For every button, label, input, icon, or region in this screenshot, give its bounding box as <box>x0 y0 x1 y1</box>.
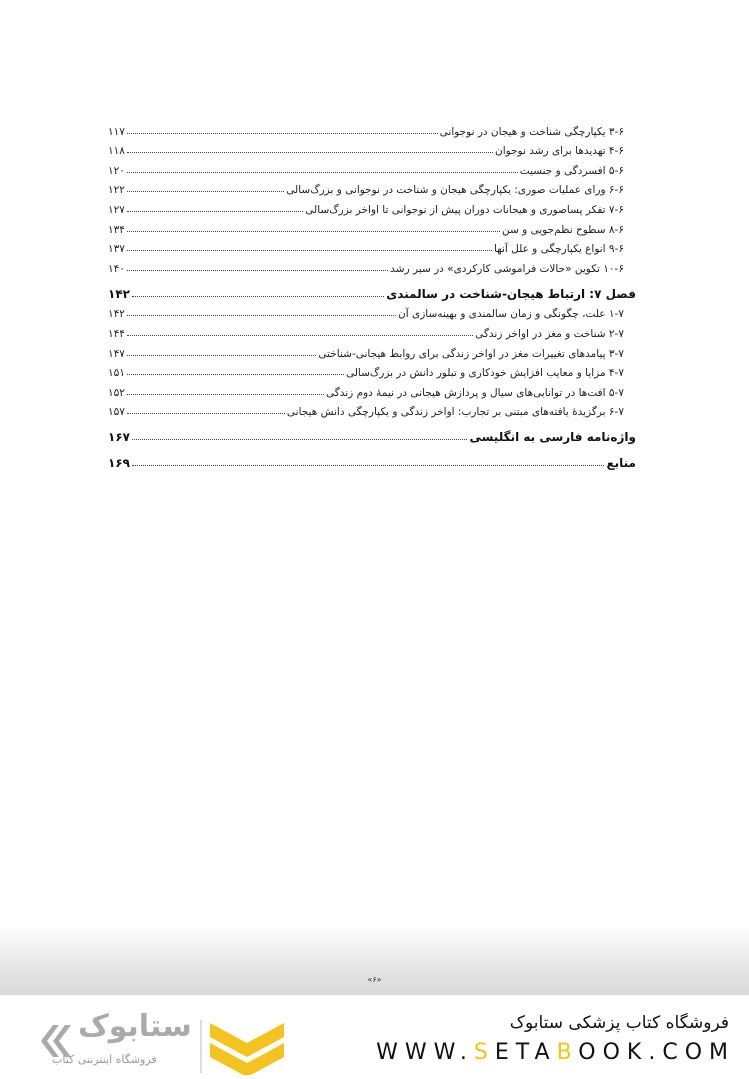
dot-leader <box>127 270 388 271</box>
dot-leader <box>127 172 518 173</box>
toc-entry[interactable] <box>108 196 636 216</box>
dot-leader <box>132 296 384 297</box>
toc-entry[interactable] <box>108 379 636 399</box>
toc-entry-title: ۳-۷ پیامدهای تغییرات مغز در اواخر زندگی برای روابط هیجانی-شناختی <box>318 347 624 360</box>
toc-entry[interactable] <box>108 399 636 419</box>
footer-banner <box>0 995 749 1079</box>
toc-entry-page: ۱۳۷ <box>108 243 125 256</box>
toc-entry[interactable] <box>108 216 636 236</box>
toc-entry-page: ۱۴۰ <box>108 262 125 275</box>
toc-entry-title: ۵-۶ افسردگی و جنسیت <box>519 164 624 177</box>
toc-entry-page: ۱۴۲ <box>108 308 125 321</box>
url-part: WWW. <box>376 1040 474 1065</box>
toc-entry-page: ۱۵۱ <box>108 367 125 380</box>
dot-leader <box>127 374 344 375</box>
toc-entry[interactable] <box>108 448 636 470</box>
toc-entry[interactable] <box>108 360 636 380</box>
toc-entry-title: ۸-۶ سطوح نظم‌جویی و سن <box>501 223 624 236</box>
logo-wordmark: ستابوک <box>78 1009 192 1044</box>
toc-entry-page: ۱۵۲ <box>108 386 125 399</box>
url-part: S <box>473 1040 495 1065</box>
url-part: B <box>556 1040 579 1065</box>
toc-entry-title: ۴-۷ مزایا و معایب افزایش خودکاری و تبلور دانش در بزرگ‌سالی <box>345 367 624 380</box>
dot-leader <box>127 191 284 192</box>
toc-entry-page: ۱۲۰ <box>108 164 125 177</box>
toc-entry-title: ۵-۷ افت‌ها در توانایی‌های سیال و پردازش هیجانی در نیمهٔ دوم زندگی <box>326 386 624 399</box>
chevron-logo-icon <box>210 1023 284 1075</box>
dot-leader <box>127 211 303 212</box>
toc-entry[interactable] <box>108 157 636 177</box>
toc-entry-page: ۱۴۷ <box>108 347 125 360</box>
toc-entry-title: ۹-۶ انواع یکپارچگی و علل آنها <box>493 243 624 256</box>
toc-entry-title: ۱۰-۶ تکوین «حالات فراموشی کارکردی» در سیر رشد <box>390 262 624 275</box>
toc-entry-page: ۱۶۷ <box>108 430 130 445</box>
dot-leader <box>127 133 438 134</box>
toc-entry-title: واژه‌نامه فارسی به انگلیسی <box>469 430 636 445</box>
toc-entry-page: ۱۵۷ <box>108 406 125 419</box>
dot-leader <box>127 394 324 395</box>
toc-entry-page: ۱۱۸ <box>108 145 125 158</box>
logo-tagline: فروشگاه اینترنتی کتاب <box>52 1053 157 1066</box>
toc-entry-title: فصل ۷: ارتباط هیجان-شناخت در سالمندی <box>386 286 636 301</box>
toc-entry-title: منابع <box>606 456 636 471</box>
dot-leader <box>127 335 473 336</box>
url-part: OOK.COM <box>578 1040 735 1065</box>
toc-entry-page: ۱۱۷ <box>108 125 125 138</box>
page-bottom-shadow <box>0 925 749 995</box>
dot-leader <box>127 152 493 153</box>
toc-entry-page: ۱۴۴ <box>108 327 125 340</box>
toc-entry[interactable] <box>108 177 636 197</box>
toc-entry-title: ۳-۶ یکپارچگی شناخت و هیجان در نوجوانی <box>439 125 624 138</box>
toc-entry-page: ۱۲۷ <box>108 203 125 216</box>
toc-entry[interactable] <box>108 255 636 275</box>
dot-leader <box>132 439 467 440</box>
toc-entry-page: ۱۴۲ <box>108 286 130 301</box>
toc-entry-title: ۴-۶ تهدیدها برای رشد نوجوان <box>495 145 624 158</box>
store-name: فروشگاه کتاب پزشکی ستابوک <box>509 1013 729 1033</box>
toc-entry-title: ۲-۷ شناخت و مغز در اواخر زندگی <box>475 327 624 340</box>
dot-leader <box>132 465 604 466</box>
toc-entry[interactable] <box>108 236 636 256</box>
toc-entry-title: ۶-۶ ورای عملیات صوری: یکپارچگی هیجان و شناخت در نوجوانی و بزرگ‌سالی <box>286 184 624 197</box>
toc-entry[interactable] <box>108 301 636 321</box>
toc-entry-title: ۶-۷ برگزیدهٔ یافته‌های مبتنی بر تجارب: اواخر زندگی و یکپارچگی دانش هیجانی <box>286 406 624 419</box>
toc-entry[interactable] <box>108 422 636 444</box>
dot-leader <box>127 231 500 232</box>
dot-leader <box>127 355 316 356</box>
toc-entry-page: ۱۶۹ <box>108 456 130 471</box>
url-part: ETA <box>494 1040 557 1065</box>
toc-entry[interactable] <box>108 118 636 138</box>
toc-entry-title: ۷-۶ تفکر پساصوری و هیجانات دوران پیش از نوجوانی تا اواخر بزرگ‌سالی <box>305 203 624 216</box>
store-url <box>376 1040 735 1065</box>
toc-entry[interactable] <box>108 279 636 301</box>
dot-leader <box>127 315 396 316</box>
toc-entry[interactable] <box>108 138 636 158</box>
page-number: «۶» <box>367 975 382 984</box>
dot-leader <box>127 250 492 251</box>
toc-entry-page: ۱۲۲ <box>108 184 125 197</box>
toc-entry-page: ۱۳۴ <box>108 223 125 236</box>
dot-leader <box>127 413 285 414</box>
toc-entry-title: ۱-۷ علت، چگونگی و زمان سالمندی و بهینه‌سازی آن <box>398 308 624 321</box>
table-of-contents <box>108 118 636 470</box>
toc-entry[interactable] <box>108 340 636 360</box>
toc-entry[interactable] <box>108 320 636 340</box>
